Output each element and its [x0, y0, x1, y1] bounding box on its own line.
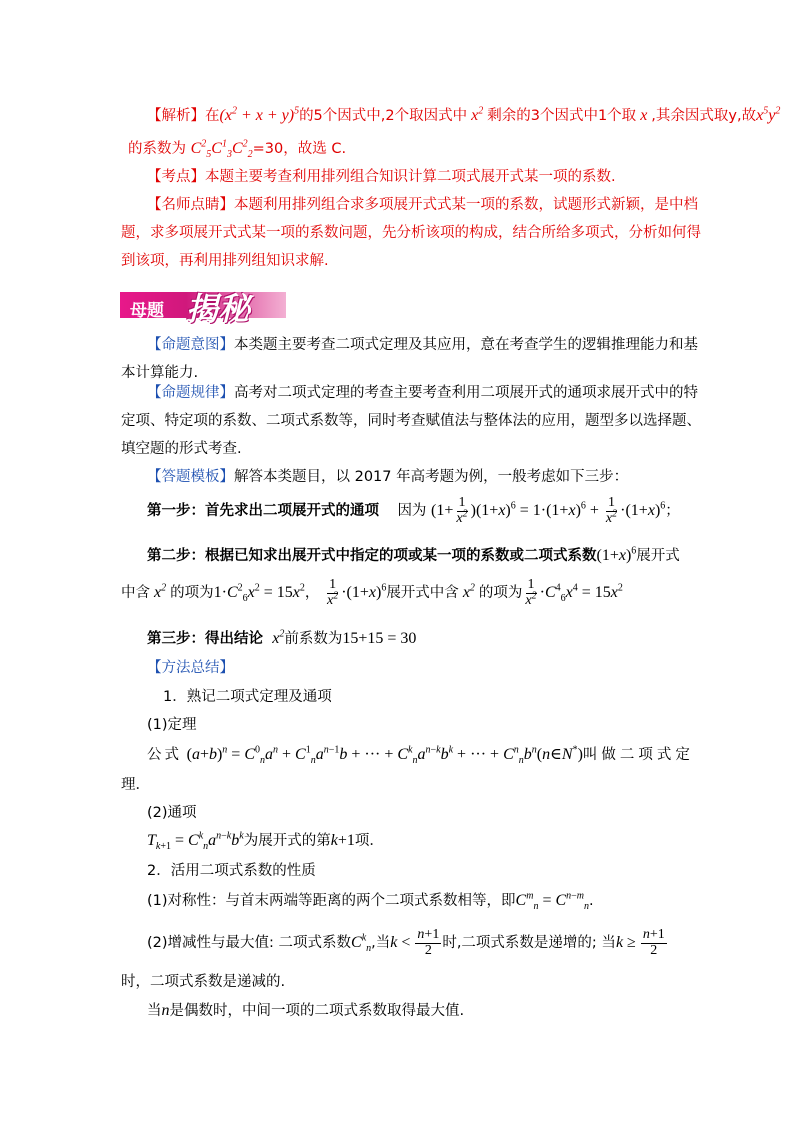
formula: k < $\frac{n+1}{2}$: [390, 927, 440, 958]
teacher-text: 本题利用排列组合求多项展开式式某一项的系数，试题形式新颖，是中档: [234, 197, 698, 213]
step-1: 第一步：首先求出二项展开式的通项 因为 (1+ $\frac{1}{x^2}$ )$(1+x)^6 = 1\cdot(1+x)^6$ + $\frac{1}{x^2}$ $\cdot(1+x)^6$；: [147, 495, 680, 526]
formula: $x^5y^2$: [756, 105, 781, 124]
even-line: [147, 999, 464, 1020]
analysis-text: ,其余因式取y,故: [651, 108, 757, 124]
teacher-line-3: 到该项，再利用排列组知识求解.: [121, 253, 329, 269]
formula: (1+ $\frac{1}{x^2}$ )$(1+x)^6 = 1\cdot(1+x)^6$ + $\frac{1}{x^2}$ $\cdot(1+x)^6$: [431, 495, 666, 526]
formula: n: [161, 1002, 170, 1019]
analysis-line-2: [128, 137, 347, 161]
step3-text: 前系数为: [284, 631, 343, 647]
step2-text: 的项为: [170, 584, 214, 601]
general-term-formula: $T_{k+1} = C^k_na^{n-k}b^k$: [147, 830, 244, 853]
formula: $x^2$: [458, 582, 475, 601]
formula: 15+15 = 30: [342, 630, 417, 647]
step1-label: 第一步：首先求出二项展开式的通项: [147, 502, 379, 519]
step1-text: 因为: [397, 502, 427, 519]
rule-line-1: [147, 381, 698, 402]
general-term-text: 为展开式的第: [243, 833, 331, 849]
formula: k+1: [330, 832, 355, 849]
template-text: 解答本类题目，以 2017 年高考题为例，一般考虑如下三步：: [234, 469, 629, 485]
rule-line-3: 填空题的形式考查.: [121, 441, 242, 457]
analysis-text: 在: [205, 108, 220, 124]
teacher-line-1: [147, 193, 698, 214]
symmetry-line: (1)对称性：与首末两端等距离的两个二项式系数相等，即$C^m_n = C^{n-m}_n$.: [147, 890, 594, 913]
formula: $x^2$: [467, 105, 484, 124]
analysis-line-1: [147, 104, 780, 125]
even-text: 当: [147, 1003, 162, 1019]
step-3: [147, 627, 416, 648]
monotonic-text: 时,二项式系数是递增的; 当: [442, 934, 616, 951]
formula: $(1+x)^6$: [596, 545, 637, 564]
template-tag: 【答题模板】: [147, 469, 234, 485]
teacher-tag: 【名师点睛】: [147, 197, 234, 213]
formula: $C^k_n$: [351, 932, 372, 955]
formula: $x^2$: [272, 628, 285, 647]
summary-item-1b: (2)通项: [147, 805, 197, 821]
summary-item-1: 1．熟记二项式定理及通项: [163, 689, 332, 705]
intent-line-2: 本计算能力.: [121, 365, 199, 381]
formula-prefix: 公式: [147, 747, 182, 763]
formula-end: 理．: [121, 777, 150, 793]
summary-tag: 【方法总结】: [147, 660, 234, 676]
monotonic-line-1: [147, 928, 668, 958]
monotonic-text: ,当: [371, 934, 391, 951]
step2-text: 中含: [121, 584, 150, 601]
template-line: [147, 465, 628, 486]
formula: x: [636, 107, 652, 124]
rule-line-2: 定项、特定项的系数、二项式系数等，同时考查赋值法与整体法的应用，题型多以选择题、: [121, 413, 701, 429]
formula: k ≥ $\frac{n+1}{2}$: [615, 927, 665, 958]
binomial-formula-line: [147, 743, 694, 767]
step2-label: 第二步：根据已知求出展开式中指定的项或某一项的系数或二项式系数: [147, 548, 597, 564]
formula: $C^2_5C^1_3C^2_2$: [190, 138, 253, 161]
step3-label: 第三步：得出结论: [147, 631, 263, 647]
rule-tag: 【命题规律】: [147, 385, 234, 401]
step-2-line-1: [147, 544, 680, 565]
summary-item-1a: (1)定理: [147, 717, 197, 733]
step2-text: 的项为: [478, 584, 523, 601]
formula: $(x^2 + x + y)^5$: [219, 105, 300, 124]
even-text: 是偶数时，中间一项的二项式系数取得最大值.: [169, 1003, 465, 1019]
formula: $x^2$: [150, 582, 167, 601]
symmetry-text: (1)对称性：与首末两端等距离的两个二项式系数相等，即: [147, 893, 516, 909]
intent-text: 本类题主要考查二项式定理及其应用，意在考查学生的逻辑推理能力和基: [234, 337, 698, 353]
kaodian-tag: 【考点】: [147, 169, 205, 185]
analysis-text: 的系数为: [128, 141, 186, 157]
teacher-line-2: 题，求多项展开式式某一项的系数问题，先分析该项的构成，结合所给多项式，分析如何得: [121, 225, 701, 241]
summary-item-2: 2．活用二项式系数的性质: [147, 863, 316, 879]
analysis-text: 的5个因式中,2个取因式中: [299, 108, 468, 124]
rule-text: 高考对二项式定理的考查主要考查利用二项展开式的通项求展开式中的特: [234, 385, 698, 401]
binomial-formula: $(a+b)^n = C^0_na^n + C^1_na^{n-1}b$ + ··· + $C^k_na^{n-k}b^k$ + ··· + $C^n_nb^n(n\in N^*)$: [186, 744, 583, 767]
monotonic-line-2: 时，二项式系数是递减的.: [121, 974, 286, 990]
monotonic-text: (2)增减性与最大值: 二项式系数: [147, 934, 352, 951]
section-banner: [120, 286, 286, 328]
intent-line-1: [147, 333, 698, 354]
step-2-line-2: 中含 $x^2$ 的项为$1\cdot C^2_6x^2 = 15x^2$， $\frac{1}{x^2}$ $\cdot(1+x)^6$展开式中含 $x^2$ 的项为 $\frac{1}{x^2}$ $\cdot C^4_6x^4 = 15x^2$: [121, 577, 623, 608]
analysis-text: =30，故选 C.: [252, 141, 347, 157]
formula: $1\cdot C^2_6x^2 = 15x^2$: [213, 582, 305, 605]
formula: $\frac{1}{x^2}$ $\cdot(1+x)^6$: [326, 577, 387, 608]
kaodian-text: 本题主要考查利用排列组合知识计算二项式展开式某一项的系数.: [205, 169, 616, 185]
step2-text: 展开式: [636, 548, 680, 564]
formula: $C^m_n = C^{n-m}_n$: [515, 890, 590, 913]
general-term-text: 项．: [354, 833, 384, 849]
banner-left-text: 母题: [130, 301, 164, 321]
formula-suffix: 叫做二项式定: [582, 747, 694, 763]
formula: $\frac{1}{x^2}$ $\cdot C^4_6x^4 = 15x^2$: [525, 577, 623, 608]
kaodian: [147, 165, 616, 186]
intent-tag: 【命题意图】: [147, 337, 234, 353]
general-term-line: [147, 829, 384, 853]
analysis-tag: 【解析】: [147, 108, 205, 124]
analysis-text: 剩余的3个因式中1个取: [487, 108, 637, 124]
banner-right-text: 揭秘: [186, 290, 251, 328]
step2-text: 展开式中含: [386, 584, 459, 601]
